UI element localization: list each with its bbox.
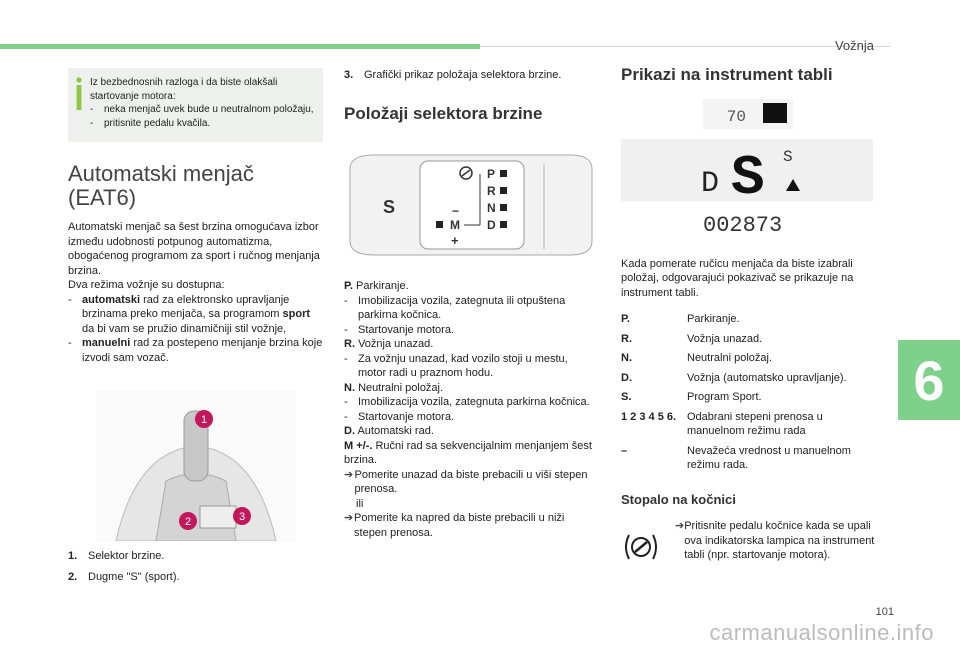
brake-note xyxy=(621,519,876,567)
arrow-icon: ➔ xyxy=(344,468,354,481)
info-icon xyxy=(74,77,84,111)
position-item: - Za vožnju unazad, kad vozilo stoji u mestu, motor radi u praznom hodu. xyxy=(344,352,598,381)
pos-d: D xyxy=(487,218,496,232)
section-heading: Automatski menjač (EAT6) xyxy=(68,161,254,210)
mode-manual: - manuelni rad za postepeno menjanje brzina koje izvodi sam vozač. xyxy=(68,336,323,365)
or-text: ili xyxy=(356,497,364,510)
info-box xyxy=(68,68,323,142)
def-row: D. Vožnja (automatsko upravljanje). xyxy=(621,371,847,384)
pos-p: P xyxy=(487,167,496,181)
manual-step: Pomerite unazad da biste prebacili u viši stepen prenosa. xyxy=(354,468,588,495)
brake-foot-icon xyxy=(621,527,661,567)
page-number: 101 xyxy=(875,606,894,618)
arrow-icon: ➔ xyxy=(675,520,685,532)
chapter-tab: 6 xyxy=(898,340,960,420)
mode-automatic: - automatski rad za elektronsko upravljanje brzinama preko menjača, sa programom sport da bi vam se pružio dinamičniji stil vožnje, xyxy=(68,293,323,337)
callout-2: 2 xyxy=(184,516,192,528)
position-item: - Imobilizacija vozila, zategnuta parkirna kočnica. xyxy=(344,395,598,410)
instrument-display-figure xyxy=(621,99,876,239)
pos-m: M xyxy=(450,218,460,232)
position-descriptions: P. Parkiranje. - Imobilizacija vozila, zategnuta ili otpuštena parkirna kočnica. - Startovanje motora. R. Vožnja unazad. - Za vožnju unazad, kad vozilo stoji u mestu, motor radi u praznom hodu. N. Neutralni položaj. - Imobilizacija vozila, zategnuta parkirna kočnica. - Startovanje motora. D. Automatski rad. M +/-. Ručni rad sa sekvencijalnim menjanjem šest brzina. ➔ Pomerite unazad da biste prebacili u viši stepen prenosa. ili ➔ Pomerite ka napred da biste prebacili u niži stepen prenosa. xyxy=(344,279,598,540)
def-row: N. Neutralni položaj. xyxy=(621,352,772,364)
def-row: P. Parkiranje. xyxy=(621,313,740,325)
pos-minus: − xyxy=(452,204,460,218)
arrow-icon: ➔ xyxy=(344,512,354,524)
info-item: - pritisnite pedalu kvačila. xyxy=(90,117,315,131)
callout-3: 3 xyxy=(238,511,246,523)
modes-paragraph: Dva režima vožnje su dostupna: xyxy=(68,279,225,291)
brake-text: Pritisnite pedalu kočnice kada se upali ova indikatorska lampica na instrument tabli (npr. startovanje motora). xyxy=(684,520,875,561)
top-rule xyxy=(480,46,890,47)
def-row: R. Vožnja unazad. xyxy=(621,332,763,345)
subsection-heading: Stopalo na kočnici xyxy=(621,491,736,507)
sport-label: S xyxy=(382,197,396,217)
def-row: S. Program Sport. xyxy=(621,391,762,403)
right-column xyxy=(621,65,876,567)
indicator-definitions xyxy=(621,312,876,473)
def-row: – Nevažeća vrednost u manuelnom režimu rada. xyxy=(621,444,851,471)
pos-n: N xyxy=(487,201,496,215)
intro-paragraph: Automatski menjač sa šest brzina omogućava izbor između udobnosti potpunog automatizma, obogaćenog programom za sport i ručnog menjanja brzina. xyxy=(68,221,320,277)
def-row: 1 2 3 4 5 6. Odabrani stepeni prenosa u manuelnom režimu rada xyxy=(621,410,823,437)
gear-indicator: S xyxy=(731,145,765,210)
section-heading: Položaji selektora brzine xyxy=(344,103,543,123)
gear-selector-figure xyxy=(96,391,296,541)
info-item: - neka menjač uvek bude u neutralnom položaju, xyxy=(90,103,315,117)
top-accent-bar xyxy=(0,44,480,49)
odometer: 002873 xyxy=(703,212,783,238)
callout-1: 1 xyxy=(200,414,208,426)
small-gear-indicator: S xyxy=(783,147,793,166)
info-intro: Iz bezbednosnih razloga i da biste olakšali startovanje motora: xyxy=(90,77,278,102)
section-title: Vožnja xyxy=(834,38,874,53)
legend-item: 2. Dugme "S" (sport). xyxy=(68,570,180,583)
position-item: - Startovanje motora. xyxy=(344,323,598,338)
pos-r: R xyxy=(487,184,496,198)
speed-readout: 70 xyxy=(726,107,746,126)
legend-item: 3. Grafički prikaz položaja selektora brzine. xyxy=(344,69,562,81)
middle-column xyxy=(344,68,598,540)
watermark: carmanualsonline.info xyxy=(709,620,934,645)
left-column xyxy=(68,68,323,590)
mode-indicator: D xyxy=(701,166,720,201)
position-item: - Startovanje motora. xyxy=(344,410,598,425)
manual-step: Pomerite ka napred da biste prebacili u niži stepen prenosa. xyxy=(354,512,565,539)
display-intro: Kada pomerate ručicu menjača da biste izabrali položaj, odgovarajući pokazivač se prikazuje na instrument tabli. xyxy=(621,257,854,299)
position-item: - Imobilizacija vozila, zategnuta ili otpuštena parkirna kočnica. xyxy=(344,294,598,323)
pos-plus: + xyxy=(451,233,459,248)
legend-item: 1. Selektor brzine. xyxy=(68,550,165,562)
section-heading: Prikazi na instrument tabli xyxy=(621,65,833,84)
selector-panel-figure xyxy=(344,149,598,261)
